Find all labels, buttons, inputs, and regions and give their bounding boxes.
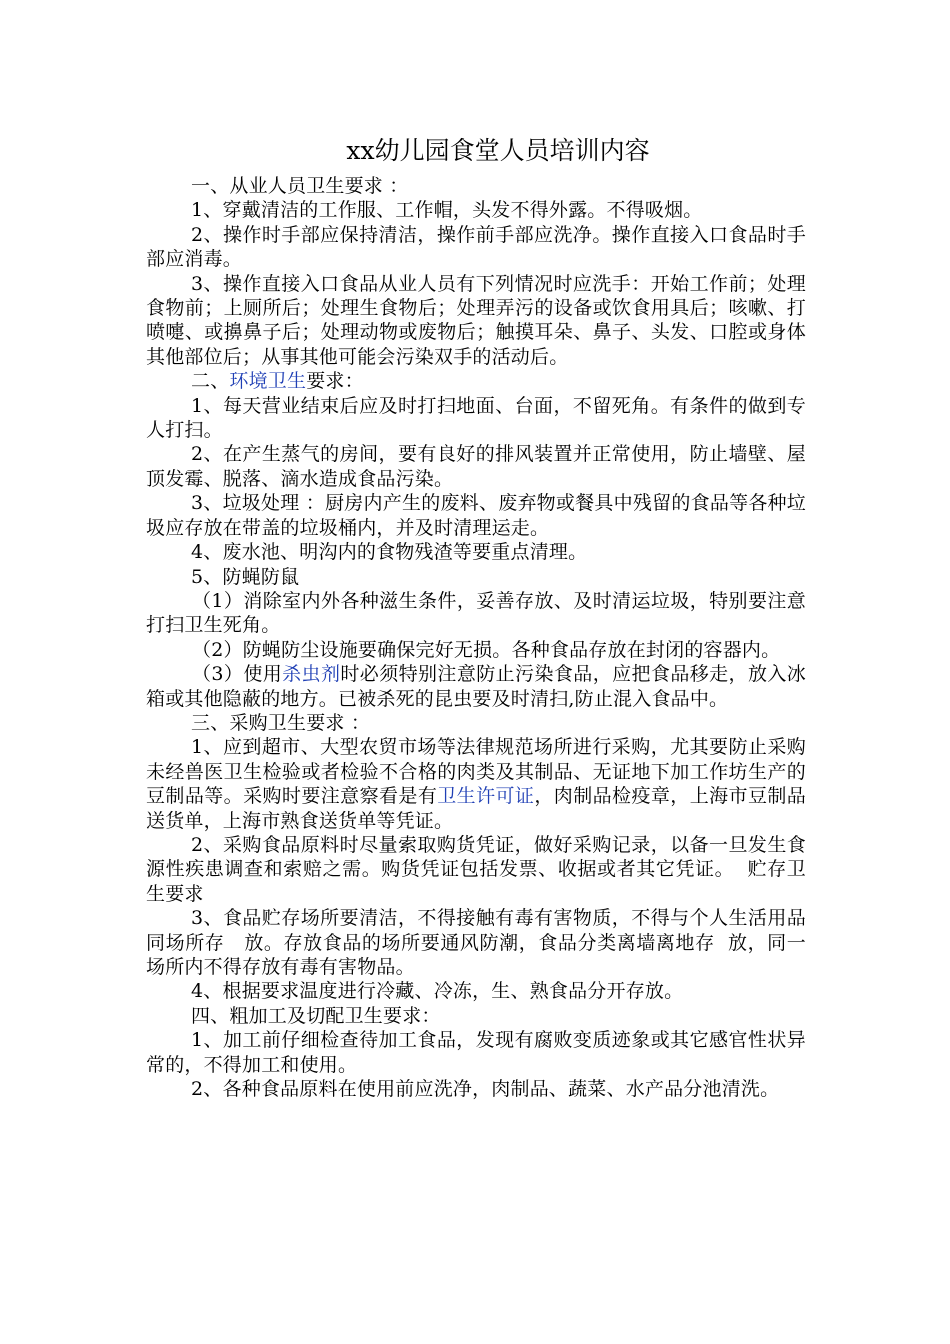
section-heading-purchasing-hygiene: 三、采购卫生要求 ： bbox=[191, 711, 371, 734]
paragraph: 1、加工前仔细检查待加工食品，发现有腐败变质迹象或其它感官性状异常的，不得加工和使用。 bbox=[146, 1029, 806, 1076]
paragraph bbox=[146, 735, 806, 833]
section-heading-staff-hygiene: 一、从业人员卫生要求 ： bbox=[191, 175, 409, 197]
paragraph: 3、操作直接入口食品从业人员有下列情况时应洗手：开始工作前；处理食物前；上厕所后；处理生食物后；处理弄污的设备或饮食用具后；咳嗽、打喷嚏、或擤鼻子后；处理动物或废物后；触摸耳朵、鼻子、头发、口腔或身体其他部位后；从事其他可能会污染双手的活动后。 bbox=[146, 272, 806, 368]
sub-paragraph: （1）消除室内外各种滋生条件，妥善存放、及时清运垃圾，特别要注意打扫卫生死角。 bbox=[146, 589, 806, 637]
heading-suffix: 要求： bbox=[306, 370, 364, 393]
hygiene-license-link[interactable]: 卫生许可证 bbox=[437, 785, 535, 808]
sub-paragraph: （2）防蝇防尘设施要确保完好无损。各种食品存放在封闭的容器内。 bbox=[192, 638, 781, 661]
text-run: 放。存放食品的场所要通风防潮，食品分类离墙离地存 bbox=[244, 931, 715, 954]
sub-paragraph bbox=[146, 662, 806, 711]
text-run: ，肉制品检疫章，上海市豆制品送货单，上海市熟食送货单等凭证。 bbox=[146, 785, 806, 832]
paragraph bbox=[146, 906, 806, 979]
paragraph: 1、每天营业结束后应及时打扫地面、台面，不留死角。有条件的做到专人打扫。 bbox=[146, 394, 806, 442]
paragraph: 3、垃圾处理 ：厨房内产生的废料、废弃物或餐具中残留的食品等各种垃圾应存放在带盖的垃圾桶内，并及时清理运走。 bbox=[146, 492, 806, 539]
heading-prefix: 二、 bbox=[191, 370, 230, 393]
text-run: 时必须特别注意防止污染食品，应把食品移走，放入冰箱或其他隐蔽的地方。已被杀死的昆虫要及时清扫,防止混入食品中。 bbox=[146, 663, 806, 710]
text-run: 3、食品贮存场所要清洁，不得接触有毒有害物质，不得与个人生活用品同场所存 bbox=[146, 907, 806, 954]
paragraph: 4、根据要求温度进行冷藏、冷冻，生、熟食品分开存放。 bbox=[191, 980, 684, 1003]
text-run: 放，同一场所内不得存放有毒有害物品。 bbox=[146, 931, 806, 978]
paragraph: 2、采购食品原料时尽量索取购货凭证，做好采购记录，以备一旦发生食源性疾患调查和索赔之需。购货凭证包括发票、收据或者其它凭证。 贮存卫生要求 bbox=[146, 833, 806, 905]
paragraph: 2、在产生蒸气的房间，要有良好的排风装置并正常使用，防止墙壁、屋顶发霉、脱落、滴水造成食品污染。 bbox=[146, 443, 806, 490]
paragraph: 4、废水池、明沟内的食物残渣等要重点清理。 bbox=[191, 541, 588, 564]
paragraph: 2、操作时手部应保持清洁，操作前手部应洗净。操作直接入口食品时手部应消毒。 bbox=[146, 223, 806, 271]
environment-hygiene-link[interactable]: 环境卫生 bbox=[229, 370, 307, 393]
text-run: （3）使用 bbox=[192, 663, 283, 686]
text-run: 1、应到超市、大型农贸市场等法律规范场所进行采购，尤其要防止采购未经兽医卫生检验或者检验不合格的肉类及其制品、无证地下加工作坊生产的豆制品等。采购时要注意察看是有 bbox=[146, 736, 806, 808]
paragraph: 1、穿戴清洁的工作服、工作帽，头发不得外露。不得吸烟。 bbox=[191, 199, 703, 222]
insecticide-link[interactable]: 杀虫剂 bbox=[282, 663, 341, 686]
section-heading-processing-hygiene: 四、粗加工及切配卫生要求： bbox=[191, 1004, 441, 1027]
section-heading-environment-hygiene bbox=[146, 369, 806, 393]
document-page bbox=[146, 128, 806, 1101]
page-title: xx幼儿园食堂人员培训内容 bbox=[346, 136, 650, 165]
paragraph: 2、各种食品原料在使用前应洗净，肉制品、蔬菜、水产品分池清洗。 bbox=[191, 1078, 780, 1101]
paragraph: 5、防蝇防鼠 bbox=[191, 565, 300, 588]
